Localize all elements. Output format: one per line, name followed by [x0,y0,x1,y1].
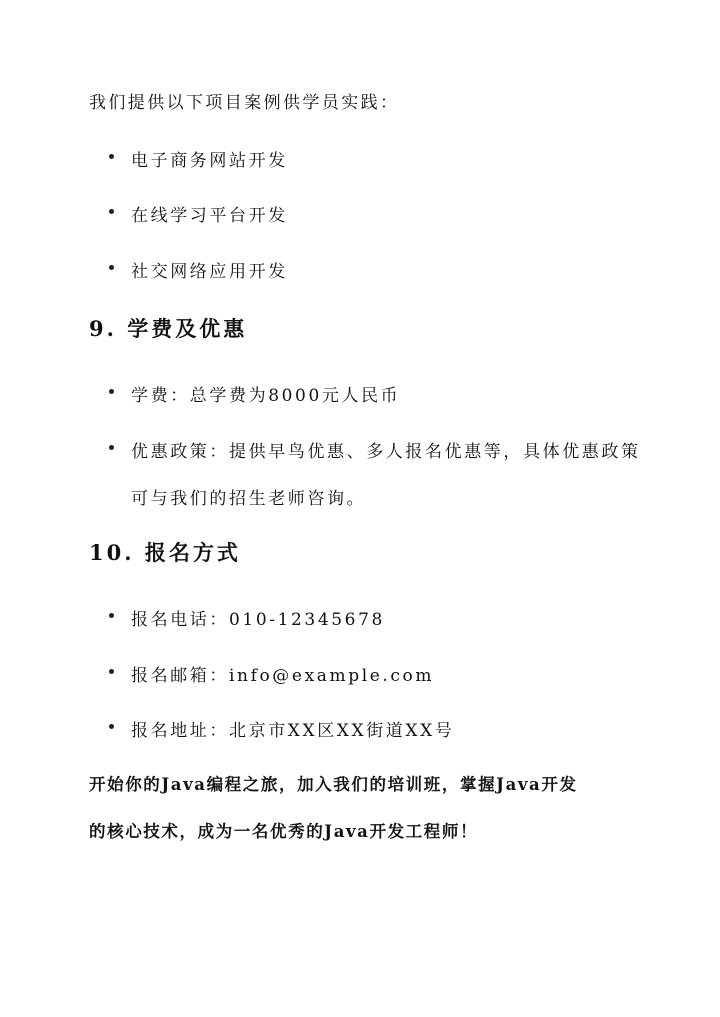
project-item-text: 电子商务网站开发 [131,151,288,171]
registration-address-text: 报名地址：北京市XX区XX街道XX号 [131,721,455,741]
bullet-icon [109,613,114,618]
section-heading-tuition: 9. 学费及优惠 [89,316,248,341]
project-item-text: 社交网络应用开发 [131,262,288,282]
bullet-icon [109,265,114,270]
discount-item-text: 优惠政策：提供早鸟优惠、多人报名优惠等，具体优惠政策 [131,442,641,462]
bullet-icon [109,209,114,214]
intro-paragraph: 我们提供以下项目案例供学员实践： [89,93,400,113]
discount-item-continuation: 可与我们的招生老师咨询。 [131,489,367,509]
bullet-icon [109,445,114,450]
bullet-icon [109,389,114,394]
project-item-text: 在线学习平台开发 [131,206,288,226]
section-heading-registration: 10. 报名方式 [89,540,241,565]
bullet-icon [109,154,114,159]
closing-paragraph-line2: 的核心技术，成为一名优秀的Java开发工程师！ [89,822,479,841]
bullet-icon [109,724,114,729]
registration-phone-text: 报名电话：010-12345678 [131,610,385,630]
registration-email-text: 报名邮箱：info@example.com [131,666,435,686]
closing-paragraph-line1: 开始你的Java编程之旅，加入我们的培训班，掌握Java开发 [89,775,578,794]
bullet-icon [109,669,114,674]
tuition-item-text: 学费：总学费为8000元人民币 [131,386,401,406]
